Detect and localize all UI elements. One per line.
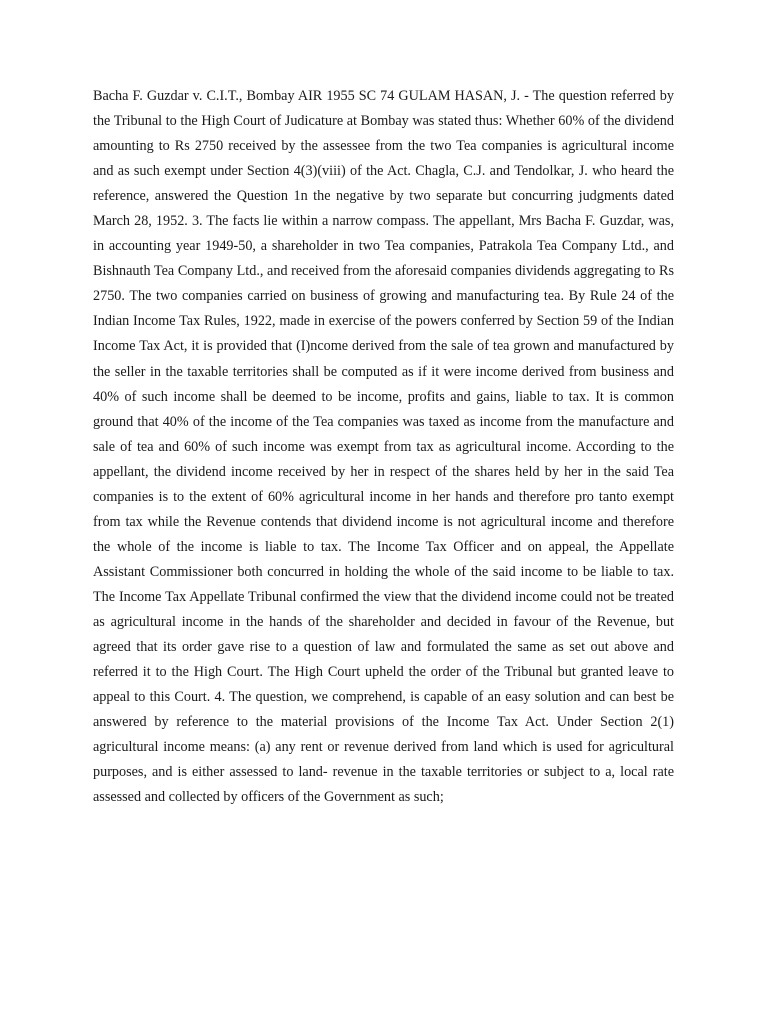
judgment-paragraph: Bacha F. Guzdar v. C.I.T., Bombay AIR 1955 SC 74 GULAM HASAN, J. - The question referred by the Tribunal to the High Court of Judicature at Bombay was stated thus: Whether 60% of the dividend amounting to Rs 2750 received by the assessee from the two Tea companies is agricultural income and as such exempt under Section 4(3)(viii) of the Act. Chagla, C.J. and Tendolkar, J. who heard the reference, answered the Question 1n the negative by two separate but concurring judgments dated March 28, 1952. 3. The facts lie within a narrow compass. The appellant, Mrs Bacha F. Guzdar, was, in accounting year 1949-50, a shareholder in two Tea companies, Patrakola Tea Company Ltd., and Bishnauth Tea Company Ltd., and received from the aforesaid companies dividends aggregating to Rs 2750. The two companies carried on business of growing and manufacturing tea. By Rule 24 of the Indian Income Tax Rules, 1922, made in exercise of the powers conferred by Section 59 of the Indian Income Tax Act, it is provided that (I)ncome derived from the sale of tea grown and manufactured by the seller in the taxable territories shall be computed as if it were income derived from business and 40% of such income shall be deemed to be income, profits and gains, liable to tax. It is common ground that 40% of the income of the Tea companies was taxed as income from the manufacture and sale of tea and 60% of such income was exempt from tax as agricultural income. According to the appellant, the dividend income received by her in respect of the shares held by her in the said Tea companies is to the extent of 60% agricultural income in her hands and therefore pro tanto exempt from tax while the Revenue contends that dividend income is not agricultural income and therefore the whole of the income is liable to tax. The Income Tax Officer and on appeal, the Appellate Assistant Commissioner both concurred in holding the whole of the said income to be liable to tax. The Income Tax Appellate Tribunal confirmed the view that the dividend income could not be treated as agricultural income in the hands of the shareholder and decided in favour of the Revenue, but agreed that its order gave rise to a question of law and formulated the same as set out above and referred it to the High Court. The High Court upheld the order of the Tribunal but granted leave to appeal to this Court. 4. The question, we comprehend, is capable of an easy solution and can best be answered by reference to the material provisions of the Income Tax Act. Under Section 2(1) agricultural income means: (a) any rent or revenue derived from land which is used for agricultural purposes, and is either assessed to land- revenue in the taxable territories or subject to a, local rate assessed and collected by officers of the Government as such; [93, 88, 674, 806]
